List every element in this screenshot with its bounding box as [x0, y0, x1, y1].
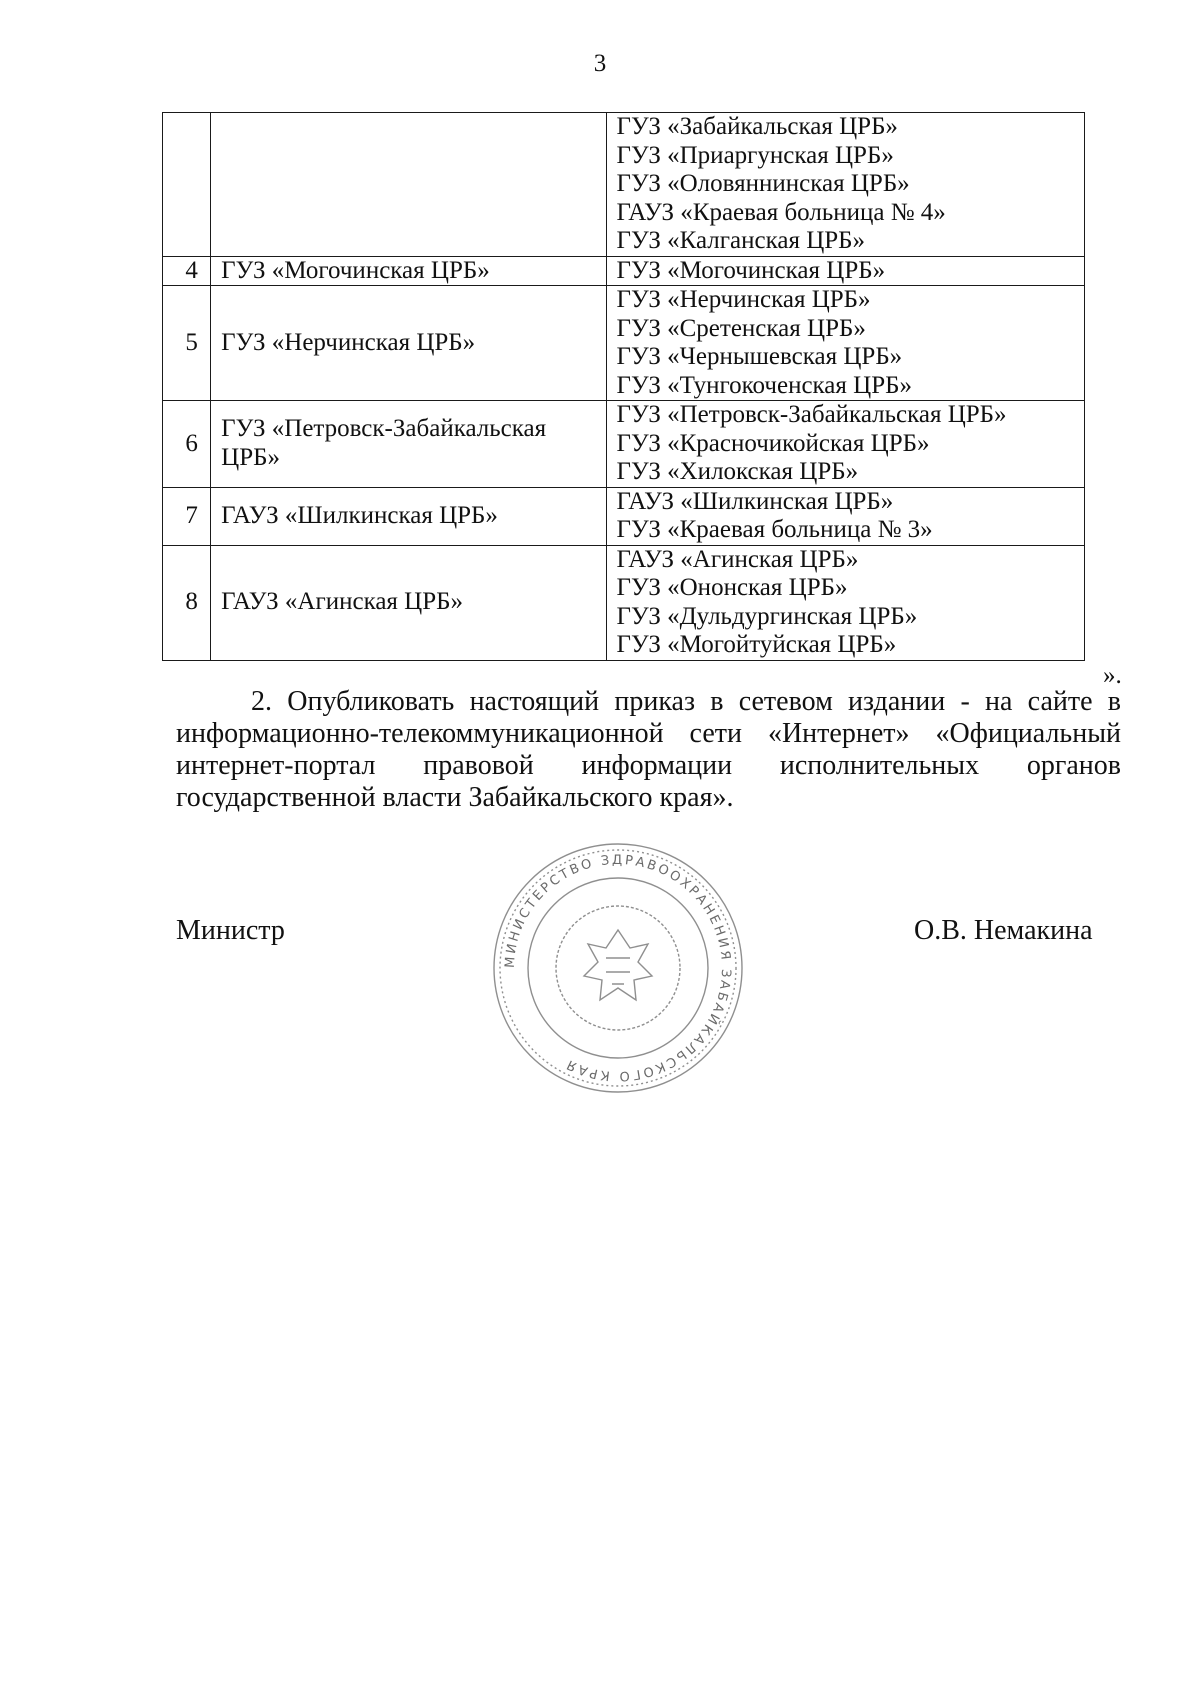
table-row: [163, 545, 1085, 660]
member-organizations: [606, 401, 1084, 488]
seal-outer-ring: [494, 844, 742, 1092]
organizations-table-body: [163, 113, 1085, 661]
member-organization: ГУЗ «Тунгокоченская ЦРБ»: [616, 371, 912, 399]
member-organization: ГУЗ «Краевая больница № 3»: [616, 516, 933, 543]
coat-of-arms-detail: [606, 958, 630, 984]
seal-text-path: МИНИСТЕРСТВО ЗДРАВООХРАНЕНИЯ ЗАБАЙКАЛЬСКОГО КРАЯ: [502, 852, 734, 1084]
member-organization: ГАУЗ «Шилкинская ЦРБ»: [616, 487, 894, 515]
seal-center-ring: [556, 906, 680, 1030]
row-number: 5: [163, 286, 211, 401]
quote-closing-mark: ».: [1103, 662, 1122, 689]
member-organization: ГУЗ «Петровск-Забайкальская ЦРБ»: [616, 401, 1007, 428]
member-organization: ГУЗ «Хилокская ЦРБ»: [616, 458, 859, 485]
table-row: [163, 113, 1085, 257]
table-row: [163, 401, 1085, 488]
member-organization: ГУЗ «Сретенская ЦРБ»: [616, 314, 866, 342]
member-organization: ГУЗ «Оловяннинская ЦРБ»: [616, 170, 910, 197]
member-organizations: [606, 256, 1084, 286]
member-organization: ГУЗ «Нерчинская ЦРБ»: [616, 286, 871, 313]
member-organization: ГУЗ «Могочинская ЦРБ»: [616, 256, 886, 284]
member-organization: ГУЗ «Ононская ЦРБ»: [616, 574, 848, 601]
member-organization: ГАУЗ «Агинская ЦРБ»: [616, 545, 859, 573]
row-number: 7: [163, 487, 211, 545]
publication-paragraph: 2. Опубликовать настоящий приказ в сетевом издании - на сайте в информационно-телекоммуникационной сети «Интернет» «Официальный интернет-портал правовой информации исполнительных органов государственной власти Забайкальского края».: [176, 686, 1121, 813]
member-organization: ГУЗ «Могойтуйская ЦРБ»: [616, 631, 897, 658]
row-number: 8: [163, 545, 211, 660]
member-organizations: [606, 545, 1084, 660]
table-row: [163, 256, 1085, 286]
row-number: 6: [163, 401, 211, 488]
row-number: [163, 113, 211, 257]
signature-title: Министр: [176, 915, 285, 946]
member-organization: ГАУЗ «Краевая больница № 4»: [616, 198, 946, 226]
member-organization: ГУЗ «Красночикойская ЦРБ»: [616, 429, 930, 457]
table-row: [163, 487, 1085, 545]
seal-inner-ring: [528, 878, 708, 1058]
seal-text: [503, 853, 733, 1083]
member-organization: ГУЗ «Забайкальская ЦРБ»: [616, 113, 898, 140]
member-organizations: [606, 487, 1084, 545]
official-round-seal-icon: [488, 838, 748, 1098]
member-organization: ГУЗ «Дульдургинская ЦРБ»: [616, 602, 918, 630]
lead-organization: ГУЗ «Петровск-Забайкальская ЦРБ»: [211, 401, 606, 488]
seal-dotted-ring: [500, 850, 736, 1086]
member-organizations: [606, 286, 1084, 401]
page-number: 3: [593, 50, 607, 77]
lead-organization: ГАУЗ «Шилкинская ЦРБ»: [211, 487, 606, 545]
member-organization: ГУЗ «Чернышевская ЦРБ»: [616, 343, 903, 370]
row-number: 4: [163, 256, 211, 286]
table-row: [163, 286, 1085, 401]
member-organization: ГУЗ «Калганская ЦРБ»: [616, 227, 866, 254]
organizations-table: [162, 112, 1085, 661]
member-organization: ГУЗ «Приаргунская ЦРБ»: [616, 141, 894, 169]
member-organizations: [606, 113, 1084, 257]
signature-name: О.В. Немакина: [914, 915, 1093, 946]
lead-organization: ГУЗ «Нерчинская ЦРБ»: [211, 286, 606, 401]
lead-organization: ГАУЗ «Агинская ЦРБ»: [211, 545, 606, 660]
lead-organization: [211, 113, 606, 257]
coat-of-arms-icon: [584, 930, 652, 1000]
lead-organization: ГУЗ «Могочинская ЦРБ»: [211, 256, 606, 286]
